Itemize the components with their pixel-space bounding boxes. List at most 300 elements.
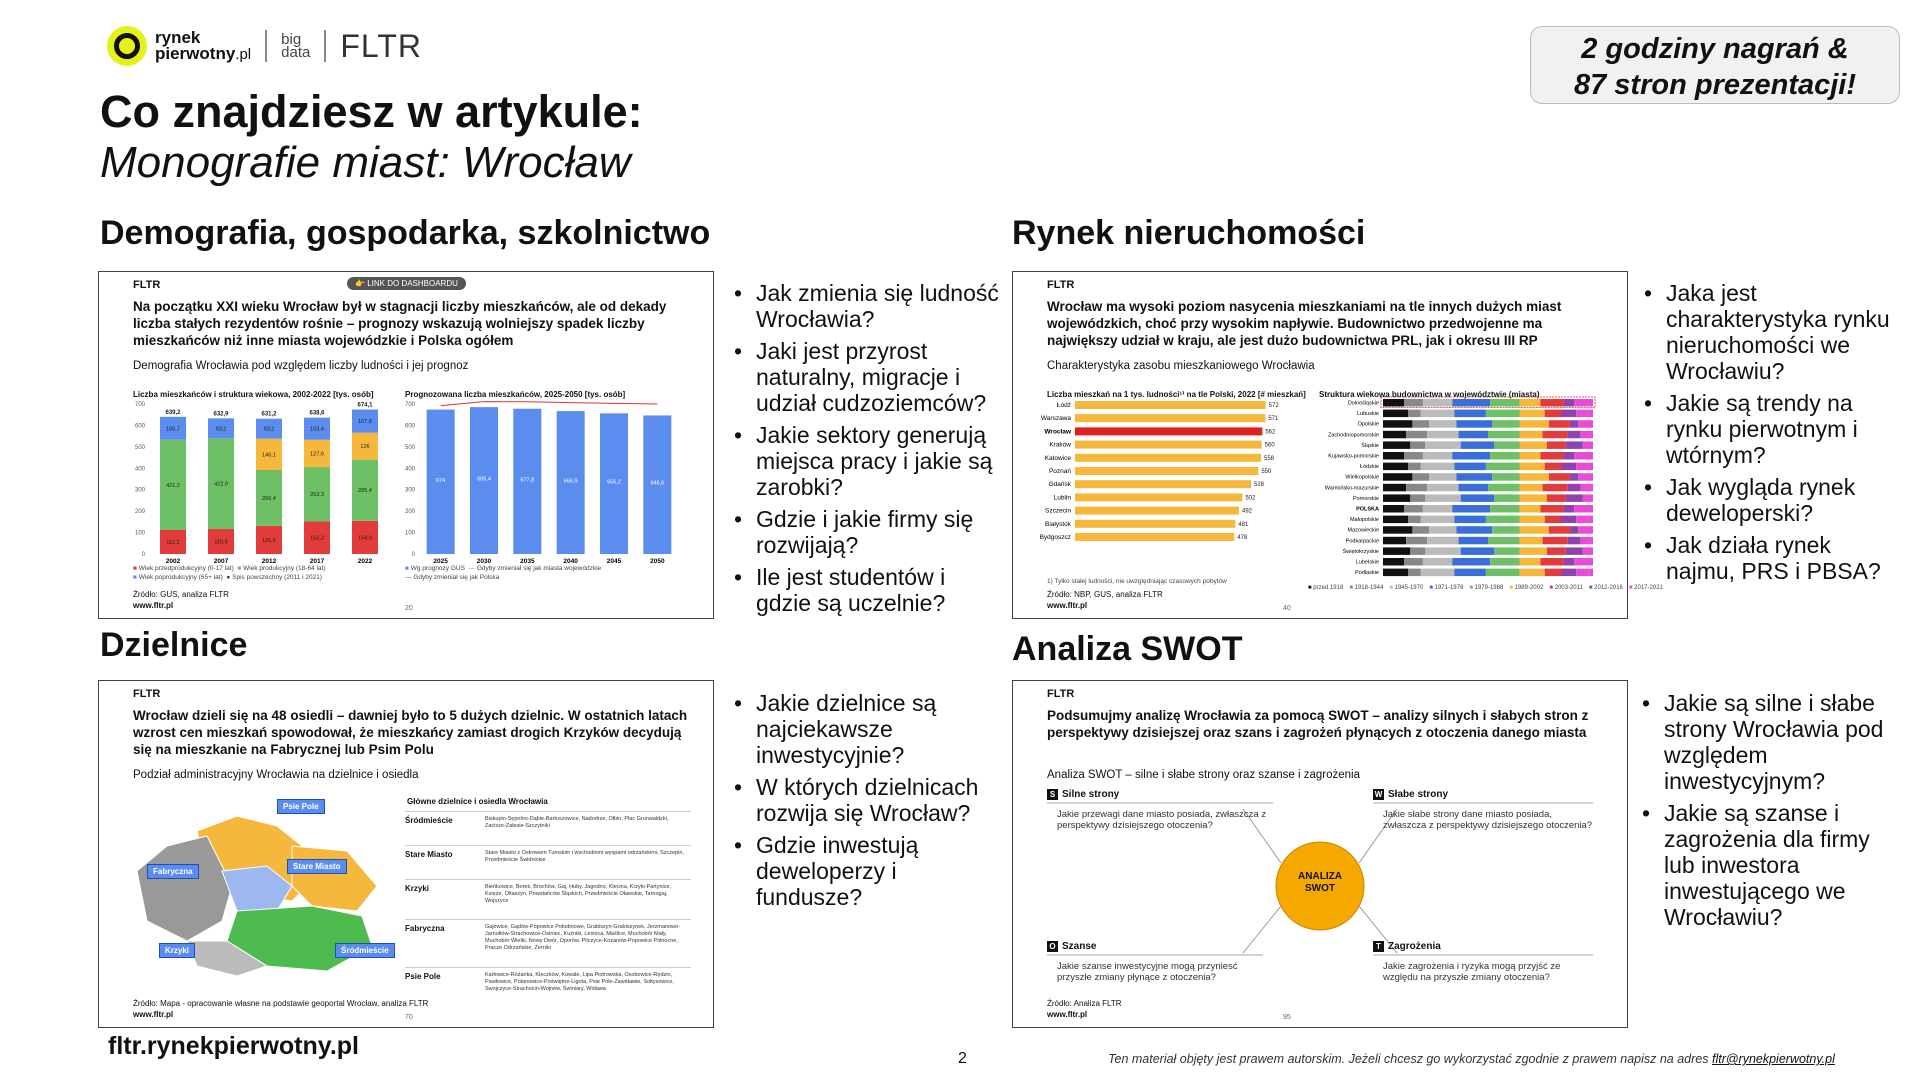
bar-segment	[1383, 569, 1408, 577]
bar-segment	[1547, 494, 1566, 502]
chart1-title: Liczba mieszkań na 1 tys. ludności¹⁾ na tle Polski, 2022 [# mieszkań]	[1047, 390, 1306, 399]
list-item: • Gdzie inwestują deweloperzy i fundusze?	[734, 832, 1000, 910]
bar-segment	[1574, 452, 1593, 460]
data-label: 127,6	[310, 451, 324, 458]
y-tick-label: 0	[411, 552, 415, 558]
bar-segment	[1543, 484, 1568, 492]
x-tick-label: 2007	[213, 558, 229, 565]
bar-segment	[1591, 537, 1593, 545]
legend-item: ■ przed 1918	[1308, 585, 1344, 591]
region-label: Małopolskie	[1349, 517, 1379, 524]
data-label: 253,3	[310, 492, 324, 499]
bar-segment	[1520, 420, 1549, 428]
bar-segment	[1520, 463, 1545, 471]
bar-segment	[1576, 516, 1589, 524]
logo-fltr: FLTR	[340, 27, 422, 64]
bar-segment	[1452, 505, 1490, 513]
bar-segment	[1574, 558, 1593, 566]
swot-w-title-text: Słabe strony	[1388, 789, 1449, 801]
legend-item: ■ 2012-2016	[1588, 585, 1623, 591]
swot-opportunities-title	[1047, 941, 1096, 952]
bar-segment	[1568, 537, 1581, 545]
data-label: 478	[1237, 535, 1248, 541]
bar-segment	[1576, 463, 1589, 471]
bar-segment	[1541, 452, 1564, 460]
region-label: Świętokrzyskie	[1342, 548, 1379, 555]
bar-segment	[1404, 558, 1423, 566]
bar-segment	[1412, 420, 1429, 428]
data-label: 677,8	[520, 477, 535, 484]
list-item: • Jakie dzielnice są najciekawsze inwestycyjnie?	[734, 690, 1000, 768]
slide-source: Źródło: NBP, GUS, analiza FLTR	[1047, 590, 1163, 599]
slide-url: www.fltr.pl	[1047, 1010, 1088, 1019]
list-item: • Gdzie i jakie firmy się rozwijają?	[734, 506, 1000, 558]
bar-segment	[1406, 431, 1427, 439]
data-label: 481	[1238, 521, 1249, 528]
data-label: 656,2	[607, 479, 621, 486]
bar-segment	[1454, 410, 1486, 418]
region-label: Dolnośląskie	[1347, 400, 1379, 407]
bar-segment	[1490, 505, 1519, 513]
bar-segment	[1520, 484, 1543, 492]
bar-segment	[1404, 399, 1423, 407]
bar-segment	[1423, 558, 1452, 566]
bar-segment	[1421, 569, 1455, 577]
chart2-legend: ■ Wg prognozy GUS — Gdyby zmieniał się jak miasta wojewódzkie — Gdyby zmieniał się jak Polska	[405, 565, 602, 581]
data-label: 646,6	[650, 480, 665, 487]
region-label: Zachodniopomorskie	[1327, 432, 1379, 439]
category-label: Szczecin	[1044, 507, 1071, 515]
chart1-title: Liczba mieszkańców i struktura wiekowa, 2002-2022 [tys. osób]	[133, 390, 374, 399]
districts-table	[405, 811, 691, 1012]
bar-segment	[1412, 473, 1429, 481]
data-label: 572	[1268, 403, 1279, 409]
swot-center-line2: SWOT	[1305, 883, 1335, 894]
data-label: 112,2	[166, 539, 180, 546]
bar-segment	[1492, 473, 1519, 481]
logo-big: big	[281, 31, 302, 48]
bar-segment	[1486, 410, 1520, 418]
legend-item: Wiek przedprodukcyjny (0-17 lat)	[138, 565, 234, 572]
x-tick-label: 2002	[165, 558, 181, 565]
bar-segment	[1547, 441, 1566, 449]
list-item: • Jakie sektory generują miejsca pracy i jakie są zarobki?	[734, 422, 1000, 500]
data-label: 152,2	[310, 535, 324, 542]
swot-threats-text: Jakie zagrożenia i ryzyka mogą przyjść ze względu na przyszłe zmiany otoczenia?	[1383, 961, 1561, 983]
swot-weaknesses-text: Jakie słabe strony dane miasto posiada, zwłaszcza z perspektywy dzisiejszego otoczenia?	[1383, 809, 1593, 831]
bar-segment	[1404, 452, 1423, 460]
map-label-stare-miasto: Stare Miasto	[287, 859, 347, 874]
data-label: 571	[1268, 416, 1279, 423]
bar-segment	[1564, 452, 1575, 460]
bar-segment	[1541, 505, 1564, 513]
data-label: 126	[360, 444, 370, 451]
bar-segment	[1520, 547, 1547, 555]
logo-separator-2	[324, 30, 326, 62]
bar-segment	[1583, 494, 1594, 502]
map-label-psie-pole: Psie Pole	[277, 799, 325, 814]
y-tick-label: 100	[404, 530, 415, 537]
logo-word-rynek: rynek	[155, 27, 201, 47]
bar	[1075, 493, 1242, 501]
region-label: Podlaskie	[1355, 570, 1379, 577]
list-item: • Ile jest studentów i gdzie są uczelnie?	[734, 564, 1000, 616]
section-heading-demografia: Demografia, gospodarka, szkolnictwo	[100, 214, 711, 252]
slide-thumbnail-demografia[interactable]	[98, 271, 714, 619]
legend-item: ■ 2003-2011	[1549, 585, 1583, 591]
bar-segment	[1383, 463, 1408, 471]
bar-segment	[1488, 537, 1520, 545]
district-osiedla: Gajowice, Gądów-Popowice Południowe, Grabiszyn-Grabiszynek, Jerzmanowo-Jarnołtów-Strachowice-Osiniec, Kuźniki, Leśnica, Maślice, Muchobór Mały, Muchobór Wielki, Nowy Dwór, Oporów, Pilczyce-Kozanów-Popowice Północne, Pracze Odrzańskie, Żerniki	[485, 924, 681, 951]
category-label: Wrocław	[1044, 428, 1071, 436]
bar-segment	[1452, 558, 1490, 566]
page-subtitle: Monografie miast: Wrocław	[100, 138, 631, 187]
region-label: POLSKA	[1356, 506, 1379, 513]
total-label: 674,1	[357, 402, 373, 409]
slide-brand: FLTR	[1047, 279, 1075, 291]
bar-segment	[1570, 526, 1578, 534]
bar-segment	[1541, 399, 1564, 407]
bar-segment	[1423, 505, 1452, 513]
data-label: 154,9	[358, 535, 372, 542]
bar-segment	[1383, 494, 1410, 502]
bar-segment	[1589, 516, 1593, 524]
slide-headline: Wrocław ma wysoki poziom nasycenia mieszkaniami na tle innych dużych miast wojewódzkich, choć przy wysokim napływie. Budownictwo przedwojenne ma największy udział w kraju, ale jest dużo budownictwa PRL, jak i okresu III RP	[1047, 299, 1562, 348]
bullet-list-dzielnice	[734, 690, 1000, 916]
logo-separator	[265, 30, 267, 62]
bar-segment	[1492, 526, 1519, 534]
bar-segment	[1520, 505, 1541, 513]
data-label: 560	[1264, 442, 1275, 449]
bar-segment	[1488, 431, 1520, 439]
bar-segment	[1383, 420, 1412, 428]
bar-segment	[1425, 494, 1461, 502]
legend-item: ■ 1979-1988	[1469, 585, 1504, 591]
region-label: Warmińsko-mazurskie	[1324, 485, 1379, 492]
legend-item: ■ 1989-2002	[1509, 585, 1544, 591]
slide-subtitle: Charakterystyka zasobu mieszkaniowego Wrocławia	[1047, 360, 1315, 372]
bar-segment	[1383, 399, 1404, 407]
legend-item: ■ 1945-1970	[1389, 585, 1424, 591]
data-label: 103,4	[310, 426, 324, 433]
total-label: 638,6	[309, 410, 325, 417]
data-label: 421,2	[166, 482, 180, 489]
slide-thumbnail-rynek[interactable]	[1012, 271, 1663, 619]
bar-segment	[1383, 410, 1408, 418]
data-label: 146,1	[262, 452, 276, 459]
bar-segment	[1454, 463, 1486, 471]
slide-page-number: 70	[405, 1014, 413, 1021]
category-label: Gdańsk	[1048, 481, 1071, 489]
bar-segment	[1549, 526, 1570, 534]
bar-segment	[1564, 558, 1575, 566]
map-label-srodmiescie: Śródmieście	[335, 943, 395, 958]
slide-source: Źródło: Analiza FLTR	[1047, 999, 1122, 1008]
bar-segment	[1578, 420, 1593, 428]
y-tick-label: 200	[134, 509, 145, 516]
bar-segment	[1520, 537, 1543, 545]
swot-center-label	[1276, 871, 1364, 895]
bar-segment	[1421, 410, 1455, 418]
bar-segment	[1406, 484, 1427, 492]
bar-segment	[1383, 558, 1404, 566]
y-tick-label: 500	[134, 444, 145, 451]
dashboard-link-label: LINK DO DASHBOARDU	[367, 279, 458, 288]
swot-threats-title	[1373, 941, 1441, 952]
y-tick-label: 300	[134, 487, 145, 494]
bar-segment	[1461, 441, 1495, 449]
bar-segment	[1580, 484, 1591, 492]
region-label: Łódzkie	[1360, 464, 1379, 471]
swot-strengths-title	[1047, 789, 1119, 800]
y-tick-label: 0	[141, 552, 145, 558]
bar-segment	[1545, 463, 1562, 471]
logo-wordmark	[155, 27, 252, 63]
slide-source: Źródło: Mapa - opracowanie własne na podstawie geoportal Wrocław, analiza FLTR	[133, 999, 429, 1008]
legend-item: Wiek produkcyjny (18-64 lat)	[243, 565, 326, 572]
chart2-title: Prognozowana liczba mieszkańców, 2025-2050 [tys. osób]	[405, 390, 626, 399]
bar-segment	[1564, 505, 1575, 513]
bar	[1075, 480, 1251, 488]
chart2-title: Struktura wiekowa budownictwa w województwie (miasta)	[1319, 390, 1540, 399]
data-label: 285,4	[358, 488, 372, 495]
legend-item: Wiek poprodukcyjny (65+ lat)	[138, 574, 223, 581]
copyright-note: Ten materiał objęty jest prawem autorskim. Jeżeli chcesz go wykorzystać zgodnie z prawem napisz na adres fltr@rynekpierwotny.pl	[1108, 1052, 1835, 1066]
y-tick-label: 200	[404, 509, 415, 516]
bar-segment	[1494, 441, 1519, 449]
bar	[1075, 427, 1262, 435]
swot-s-title-text: Silne strony	[1062, 789, 1120, 801]
bar-segment	[1562, 463, 1577, 471]
bar-segment	[1454, 569, 1486, 577]
data-label: 107,8	[358, 419, 372, 426]
bar-segment	[1520, 410, 1545, 418]
swot-t-square: T	[1373, 941, 1384, 952]
bar-segment	[1520, 569, 1545, 577]
bar-segment	[1568, 431, 1581, 439]
bar-segment	[1427, 537, 1459, 545]
swot-o-square: O	[1047, 941, 1058, 952]
data-label: 562	[1265, 429, 1276, 436]
district-name: Śródmieście	[405, 816, 453, 825]
district-name: Stare Miasto	[405, 850, 453, 859]
region-label: Mazowieckie	[1347, 527, 1379, 534]
bar-segment	[1541, 558, 1564, 566]
y-tick-label: 100	[134, 530, 145, 537]
slide-headline: Podsumujmy analizę Wrocławia za pomocą SWOT – analizy silnych i słabych stron z perspektywy dzisiejszej oraz szans i zagrożeń płynących z otoczenia danego miasta	[1047, 708, 1589, 740]
bar-segment	[1520, 441, 1547, 449]
bar-segment	[1562, 516, 1577, 524]
page-number: 2	[958, 1050, 967, 1067]
slide-thumbnail-swot[interactable]	[1012, 680, 1628, 1028]
badge-line-2: 87 stron prezentacji!	[1573, 69, 1857, 101]
region-label: Pomorskie	[1353, 495, 1379, 502]
map-region-srodmiescie	[292, 846, 377, 911]
bar-segment	[1591, 484, 1593, 492]
category-label: Bydgoszcz	[1039, 534, 1071, 541]
bar-segment	[1410, 494, 1425, 502]
bar-segment	[1547, 547, 1566, 555]
category-label: Warszawa	[1040, 415, 1071, 423]
bar-segment	[1490, 558, 1519, 566]
bar-segment	[1410, 441, 1425, 449]
bar-segment	[1383, 505, 1404, 513]
bar-segment	[1589, 463, 1593, 471]
brand-logo	[107, 24, 422, 68]
bar	[1075, 533, 1234, 541]
legend-item: ■ 1971-1978	[1429, 585, 1464, 591]
table-row	[405, 919, 691, 967]
data-label: 422,9	[214, 481, 228, 488]
region-label: Śląskie	[1361, 442, 1379, 449]
chart-dwellings-per-1000	[1040, 401, 1280, 541]
bar-segment	[1486, 463, 1520, 471]
bar-segment	[1486, 516, 1520, 524]
section-heading-rynek: Rynek nieruchomości	[1012, 214, 1366, 252]
bar-segment	[1457, 420, 1493, 428]
legend-item: Spis powszechny (2011 i 2021)	[232, 574, 322, 581]
list-item: • W których dzielnicach rozwija się Wrocław?	[734, 774, 1000, 826]
map-label-krzyki: Krzyki	[159, 943, 195, 958]
data-label: 674	[436, 477, 446, 484]
bar-segment	[1570, 473, 1578, 481]
bar-segment	[1457, 473, 1493, 481]
bar-segment	[1383, 473, 1412, 481]
bar-segment	[1543, 537, 1568, 545]
bar-segment	[1421, 516, 1455, 524]
table-row	[405, 879, 691, 919]
bar-segment	[1425, 547, 1461, 555]
legend-item: ■ 1918-1944	[1349, 585, 1384, 591]
bar-segment	[1576, 569, 1589, 577]
slide-url: www.fltr.pl	[133, 601, 174, 610]
slide-page-number: 20	[405, 605, 413, 612]
bar-segment	[1383, 441, 1410, 449]
list-item: • Jakie są trendy na rynku pierwotnym i wtórnym?	[1644, 390, 1900, 468]
bar-segment	[1566, 547, 1583, 555]
slide-brand: FLTR	[133, 688, 161, 700]
bar-segment	[1429, 526, 1456, 534]
region-label: Podkarpackie	[1345, 538, 1379, 545]
bar-segment	[1494, 494, 1519, 502]
total-label: 639,2	[165, 409, 181, 416]
category-label: Katowice	[1044, 454, 1071, 462]
district-osiedla: Bieńkowice, Borek, Brochów, Gaj, Huby, Jagodno, Klecina, Krzyki-Partynice, Księże, Oltaszyn, Powstańców Śląskich, Przedmieście Oławskie, Tarnogaj, Wojszyce	[485, 884, 672, 904]
map-label-fabryczna: Fabryczna	[147, 864, 199, 879]
bar-segment	[1383, 526, 1412, 534]
bar-segment	[1570, 420, 1578, 428]
bar-segment	[1591, 431, 1593, 439]
bar-segment	[1520, 431, 1543, 439]
y-tick-label: 500	[404, 444, 415, 451]
logo-tld: .pl	[235, 45, 252, 63]
bar-segment	[1566, 441, 1583, 449]
bar-segment	[1383, 537, 1406, 545]
bar-segment	[1383, 547, 1410, 555]
bar-segment	[1566, 494, 1583, 502]
bar-segment	[1549, 420, 1570, 428]
slide-brand: FLTR	[1047, 688, 1075, 700]
district-name: Psie Pole	[405, 972, 441, 981]
y-tick-label: 400	[134, 466, 145, 473]
chart1-legend: ■ Wiek przedprodukcyjny (0-17 lat) ■ Wiek produkcyjny (18-64 lat) ■ Wiek poprodukcyjny (65+ lat) ● Spis powszechny (2011 i 2021)	[133, 565, 326, 581]
swot-opportunities-text: Jakie szanse inwestycyjne mogą przyniesć przyszłe zmiany płynące z otoczenia?	[1057, 961, 1238, 983]
slide-thumbnail-dzielnice[interactable]	[98, 680, 714, 1028]
bar-segment	[1576, 410, 1589, 418]
logo-word-pierwotny: pierwotny	[155, 43, 236, 63]
bar-segment	[1408, 516, 1421, 524]
category-label: Poznań	[1048, 468, 1071, 475]
bar	[1075, 401, 1266, 409]
data-label: 666,9	[563, 478, 578, 485]
district-osiedla: Biskupin-Sępolno-Dąbie-Bartoszowice, Nadodrze, Ołbin, Plac Grunwaldzki, Zacisze-Zalesie-Szczytniki	[485, 816, 669, 829]
region-label: Wielkopolskie	[1345, 474, 1379, 481]
bullet-list-demografia	[734, 280, 1000, 622]
data-label: 116,9	[214, 539, 228, 546]
bar-segment	[1383, 516, 1408, 524]
category-label: Kraków	[1049, 441, 1071, 449]
category-label: Lublin	[1053, 494, 1071, 502]
logo-mark-icon	[107, 26, 147, 66]
swot-w-square: W	[1374, 790, 1383, 799]
bar-segment	[1543, 431, 1568, 439]
footer-website-link[interactable]: fltr.rynekpierwotny.pl	[108, 1032, 359, 1060]
bar-segment	[1490, 399, 1519, 407]
bar-segment	[1408, 463, 1421, 471]
bar-segment	[1461, 547, 1495, 555]
bar-segment	[1562, 410, 1577, 418]
list-item: • Jak zmienia się ludność Wrocławia?	[734, 280, 1000, 332]
slide-page-number: 95	[1283, 1014, 1291, 1021]
data-label: 502	[1245, 495, 1256, 502]
y-tick-label: 600	[404, 423, 415, 430]
bar	[1075, 441, 1262, 449]
promo-badge	[1530, 26, 1900, 104]
chart-population-forecast	[405, 402, 671, 565]
bar-segment	[1404, 505, 1423, 513]
dashboard-link-button[interactable]: 👉 LINK DO DASHBOARDU	[347, 277, 466, 290]
data-label: 106,7	[166, 426, 180, 433]
contact-email-link[interactable]: fltr@rynekpierwotny.pl	[1711, 1052, 1835, 1066]
bar-segment	[1452, 399, 1490, 407]
data-label: 93,2	[263, 426, 275, 433]
section-heading-dzielnice: Dzielnice	[100, 626, 248, 664]
data-label: 131,6	[262, 537, 276, 544]
y-tick-label: 700	[404, 402, 415, 408]
bar-segment	[1383, 484, 1406, 492]
district-name: Fabryczna	[405, 924, 445, 933]
bar-segment	[1520, 558, 1541, 566]
rynek-charts	[1013, 272, 1627, 618]
districts-table-title: Główne dzielnice i osiedla Wrocławia	[407, 797, 548, 806]
bar-segment	[1486, 569, 1520, 577]
bar-segment	[1545, 569, 1562, 577]
bar-segment	[1383, 452, 1404, 460]
district-osiedla: Karłowice-Różanka, Kleczków, Kowale, Lipa Piotrowska, Osobowice-Rędzin, Pawłowice, Polanowice-Poświętne-Ligota, Psie Pole-Zawidawie, Sołtysowice, Swojczyce-Strachocin-Wojnów, Świniary, Widawa	[485, 972, 674, 992]
bar-segment	[1589, 410, 1593, 418]
list-item: • Jakie są szanse i zagrożenia dla firmy lub inwestora inwestującego we Wrocławiu?	[1642, 800, 1904, 930]
legend-item: Wg prognozy GUS	[410, 565, 465, 572]
slide-headline: Wrocław dzieli się na 48 osiedli – dawniej było to 5 dużych dzielnic. W ostatnich latach wzrost cen mieszkań spowodował, że mieszkańcy zamiast drogich Krzyków decydują się na mieszkanie na Fabrycznej lub Psim Polu	[133, 708, 688, 757]
data-label: 492	[1242, 508, 1253, 515]
bar-segment	[1564, 399, 1575, 407]
region-label: Lubelskie	[1355, 559, 1379, 566]
list-item: • Jak działa rynek najmu, PRS i PBSA?	[1644, 532, 1900, 584]
district-osiedla: Stare Miasto z Ostrowem Tumskim i wschodnimi wyspami odrzańskimi, Szczepin, Przedmieście Świdnickie	[485, 850, 684, 863]
x-tick-label: 2040	[563, 558, 578, 565]
x-tick-label: 2017	[309, 558, 325, 565]
bar-segment	[1429, 473, 1456, 481]
